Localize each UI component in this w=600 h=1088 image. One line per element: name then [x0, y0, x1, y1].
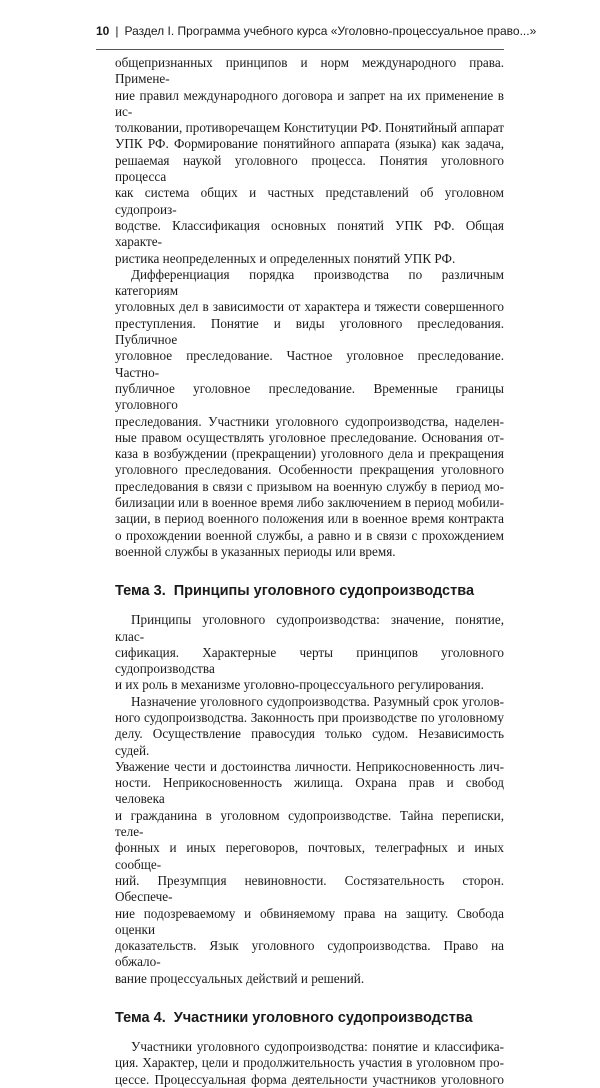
page-number: 10 — [96, 24, 110, 38]
text-line: сификация. Характерные черты принципов уголовного судопроизводства — [115, 644, 504, 677]
text-line: ция. Характер, цели и продолжительность участия в уголовном про- — [115, 1055, 504, 1071]
text-line: водстве. Классификация основных понятий УПК РФ. Общая характе- — [115, 217, 504, 250]
text-line: преследования в связи с призывом на военную службу в период мо- — [115, 478, 504, 494]
text-line: преступления. Понятие и виды уголовного преследования. Публичное — [115, 315, 504, 348]
page-body — [115, 55, 504, 1088]
text-line: вание процессуальных действий и решений. — [115, 970, 365, 986]
text-line: Дифференциация порядка производства по различным категориям — [115, 266, 504, 299]
text-line: ний. Презумпция невиновности. Состязательность сторон. Обеспече- — [115, 872, 504, 905]
running-title: Раздел I. Программа учебного курса «Уголовно-процессуальное право...» — [124, 24, 537, 38]
text-line: и их роль в механизме уголовно-процессуального регулирования. — [115, 677, 484, 693]
header-rule — [96, 49, 504, 50]
running-header — [96, 24, 536, 38]
text-line: билизации или в военное время либо заключением в период мобили- — [115, 495, 504, 511]
text-line: о прохождении военной службы, а равно и в связи с прохождением — [115, 527, 504, 543]
text-line: каза в возбуждении (прекращении) уголовного дела и прекращения — [115, 446, 504, 462]
text-line: общепризнанных принципов и норм международного права. Примене- — [115, 55, 504, 87]
text-line: ние подозреваемому и обвиняемому права на защиту. Свобода оценки — [115, 905, 504, 937]
text-line: ного судопроизводства. Законность при производстве по уголовному — [115, 709, 504, 725]
text-line: публичное уголовное преследование. Временные границы уголовного — [115, 380, 504, 413]
intro-section — [115, 55, 504, 560]
text-line: уголовных дел в зависимости от характера и тяжести совершенного — [115, 299, 504, 315]
topic-4-heading — [115, 1009, 504, 1027]
text-line: ные правом осуществлять уголовное преследование. Основания от- — [115, 429, 504, 445]
topic-4-title: Участники уголовного судопроизводства — [173, 1010, 473, 1027]
topic-4-section — [115, 1039, 504, 1088]
paragraph — [115, 694, 504, 987]
paragraph — [115, 267, 504, 560]
topic-4-number: Тема 4. — [115, 1010, 166, 1027]
text-line: уголовного преследования. Особенности прекращения уголовного — [115, 462, 504, 478]
text-line: зации, в период военного положения или в военное время контракта — [115, 511, 504, 527]
topic-3-number: Тема 3. — [115, 583, 166, 600]
text-line: военной службы в указанных периоды или время. — [115, 543, 396, 559]
text-line: ние правил международного договора и запрет на их применение в ис- — [115, 87, 504, 119]
text-line: преследования. Участники уголовного судопроизводства, наделен- — [115, 413, 504, 429]
topic-3-heading — [115, 582, 504, 600]
paragraph — [115, 612, 504, 693]
text-line: уголовное преследование. Частное уголовное преследование. Частно- — [115, 348, 504, 380]
text-line: делу. Осуществление правосудия только судом. Независимость судей. — [115, 726, 504, 758]
text-line: толковании, противоречащем Конституции РФ. Понятийный аппарат — [115, 120, 504, 136]
text-line: фонных и иных переговоров, почтовых, телеграфных и иных сообще- — [115, 840, 504, 872]
text-line: и гражданина в уголовном судопроизводстве. Тайна переписки, теле- — [115, 807, 504, 840]
topic-3-title: Принципы уголовного судопроизводства — [173, 583, 475, 600]
text-line: Принципы уголовного судопроизводства: значение, понятие, клас- — [115, 612, 504, 644]
paragraph — [115, 1039, 504, 1088]
topic-3-section — [115, 612, 504, 987]
text-line: как система общих и частных представлений об уголовном судопроиз- — [115, 185, 504, 217]
text-line: ристика неопределенных и определенных понятий УПК РФ. — [115, 250, 456, 266]
text-line: УПК РФ. Формирование понятийного аппарата (языка) как задача, — [115, 136, 504, 152]
header-separator: | — [115, 24, 119, 38]
text-line: цессе. Процессуальная форма деятельности участников уголовного — [115, 1071, 504, 1087]
text-line: Уважение чести и достоинства личности. Неприкосновенность лич- — [115, 758, 504, 774]
text-line: доказательств. Язык уголовного судопроизводства. Право на обжало- — [115, 938, 504, 970]
paragraph — [115, 55, 504, 267]
text-line: ности. Неприкосновенность жилища. Охрана прав и свобод человека — [115, 775, 504, 807]
text-line: Назначение уголовного судопроизводства. Разумный срок уголов- — [131, 693, 504, 709]
text-line: Участники уголовного судопроизводства: понятие и классифика- — [131, 1039, 504, 1055]
text-line: решаемая наукой уголовного процесса. Понятия уголовного процесса — [115, 152, 504, 185]
